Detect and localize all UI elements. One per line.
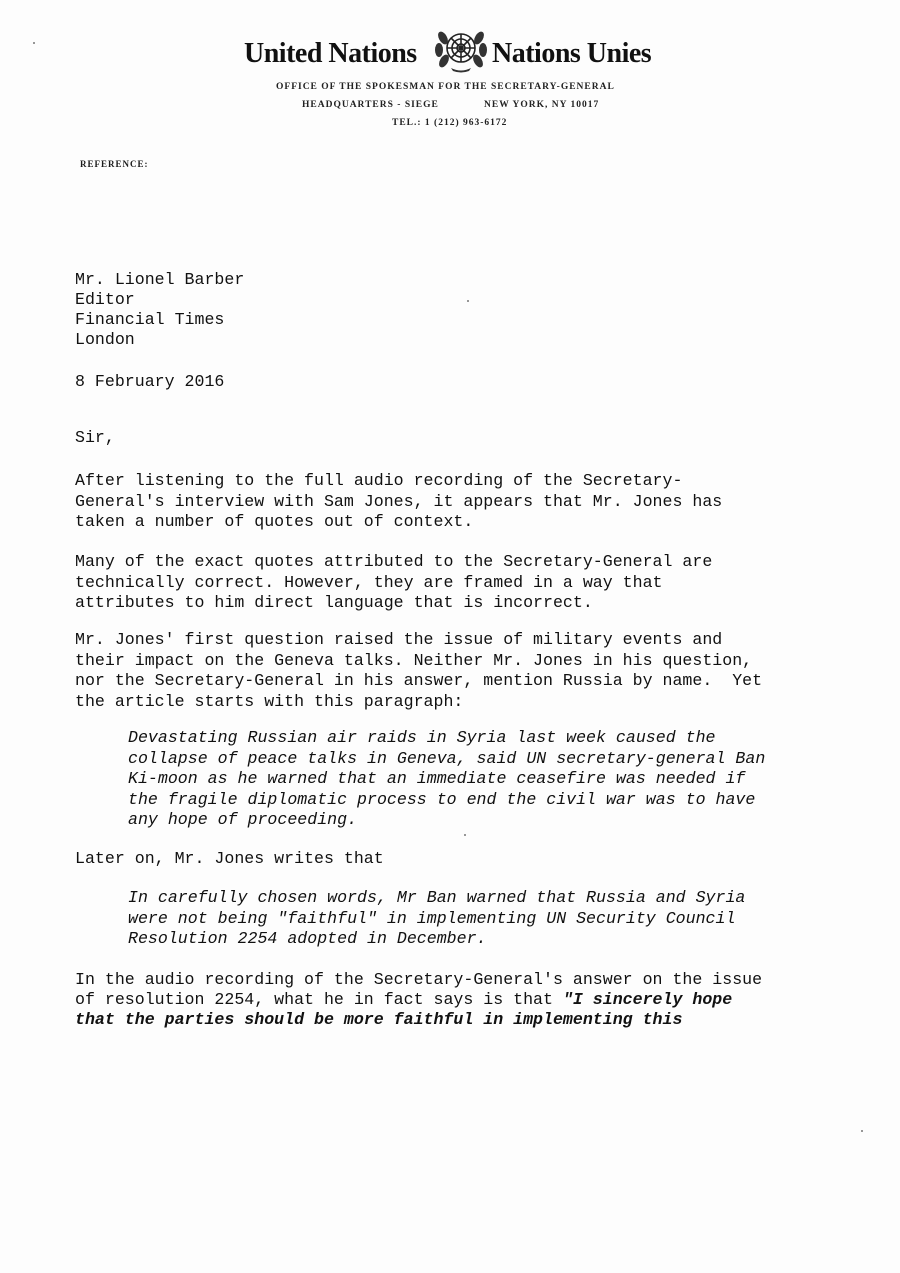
salutation: Sir, [75,428,115,447]
recipient-organization: Financial Times [75,310,225,329]
city-line: NEW YORK, NY 10017 [484,100,600,110]
scan-speck [861,1130,863,1132]
reference-label: REFERENCE: [80,159,149,169]
quote-2: In carefully chosen words, Mr Ban warned that Russia and Syria were not being "faithful" in implementing UN Security Council Resolution 2254 adopted in December. [128,888,746,948]
un-emblem-icon [433,26,489,74]
scan-speck [467,300,469,302]
org-name-en: United Nations [244,38,417,69]
telephone-line: TEL.: 1 (212) 963-6172 [392,118,508,128]
paragraph-4: Later on, Mr. Jones writes that [75,849,384,868]
scan-speck [33,42,35,44]
paragraph-5-line-3: that the parties should be more faithful in implementing this [75,1010,683,1029]
letter-date: 8 February 2016 [75,372,225,391]
paragraph-2: Many of the exact quotes attributed to the Secretary-General are technically correct. However, they are framed in a way that attributes to him direct language that is incorrect. [75,552,713,612]
paragraph-5-line-1: In the audio recording of the Secretary-General's answer on the issue [75,970,763,989]
office-line: OFFICE OF THE SPOKESMAN FOR THE SECRETARY-GENERAL [276,82,615,92]
scan-speck [464,834,466,836]
paragraph-1: After listening to the full audio recording of the Secretary- General's interview with Sam Jones, it appears that Mr. Jones has taken a number of quotes out of context. [75,471,723,531]
paragraph-5-line-2-emphasis: "I sincerely hope [562,990,733,1009]
headquarters-line: HEADQUARTERS - SIEGE [302,100,439,110]
org-name-fr: Nations Unies [492,38,652,69]
paragraph-3: Mr. Jones' first question raised the issue of military events and their impact on the Geneva talks. Neither Mr. Jones in his question, nor the Secretary-General in his answer, mention Russia by name. Yet the article starts with this paragraph: [75,630,763,711]
recipient-title: Editor [75,290,135,309]
quote-1: Devastating Russian air raids in Syria last week caused the collapse of peace talks in Geneva, said UN secretary-general Ban Ki-moon as he warned that an immediate ceasefire was needed if the fragile diplomatic process to end the civil war was to have any hope of proceeding. [128,728,766,829]
paragraph-5-line-2-plain: of resolution 2254, what he in fact says is that [75,990,563,1009]
recipient-name: Mr. Lionel Barber [75,270,245,289]
recipient-city: London [75,330,135,349]
paragraph-5-line-2 [75,990,732,1011]
